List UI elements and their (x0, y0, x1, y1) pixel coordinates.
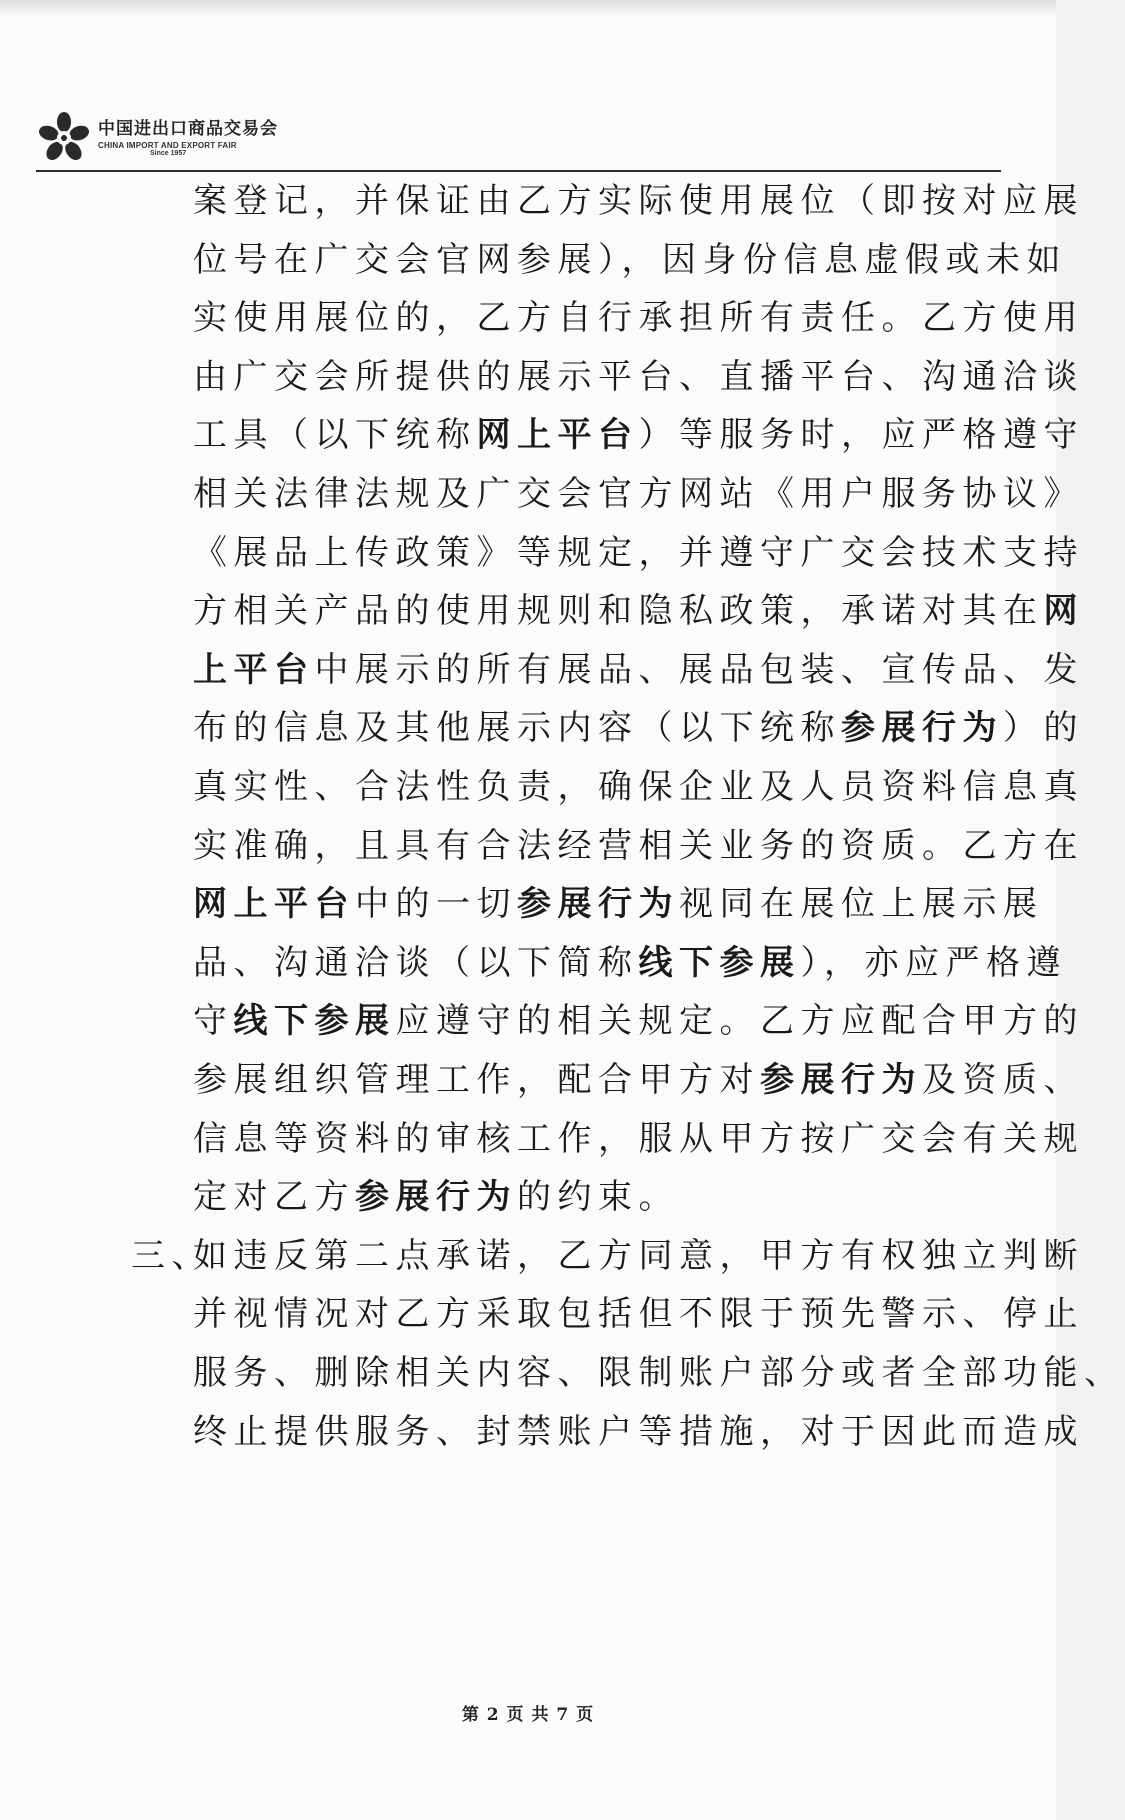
org-since: Since 1957 (150, 150, 187, 157)
text-segment: 视同在展位上展示展 (679, 884, 1044, 924)
text-line (193, 230, 1067, 290)
text-line (193, 640, 1084, 700)
text-line (193, 874, 1044, 934)
defined-term: 网上平台 (193, 884, 355, 924)
text-line (193, 523, 1084, 583)
text-segment: 服务、删除相关内容、限制账户部分或者全部功能、 (193, 1353, 1125, 1393)
letterhead-text (98, 114, 298, 157)
letterhead (36, 108, 1036, 168)
text-line (193, 1109, 1084, 1169)
text-segment: 如违反第二点承诺，乙方同意，甲方有权独立判断 (193, 1236, 1084, 1276)
text-segment: 定对乙方 (193, 1177, 355, 1217)
text-line (193, 288, 1084, 348)
text-line (193, 581, 1084, 641)
text-segment: 工具（以下统称 (193, 415, 477, 455)
text-line (193, 1343, 1125, 1403)
text-segment: 位号在广交会官网参展），因身份信息虚假或未如 (193, 240, 1067, 280)
text-segment: 品、沟通洽谈（以下简称 (193, 943, 639, 983)
defined-term: 参展行为 (841, 708, 1003, 748)
text-segment: 布的信息及其他展示内容（以下统称 (193, 708, 841, 748)
text-segment: 信息等资料的审核工作，服从甲方按广交会有关规 (193, 1119, 1084, 1159)
text-line (193, 757, 1084, 817)
text-line (131, 1226, 1084, 1286)
text-segment: 守 (193, 1001, 234, 1041)
text-line (193, 816, 1084, 876)
scan-edge-shadow (0, 0, 1056, 18)
text-line (193, 1050, 1084, 1110)
text-segment: 的约束。 (517, 1177, 679, 1217)
defined-term: 参展行为 (355, 1177, 517, 1217)
text-line (193, 991, 1084, 1051)
org-name-en: CHINA IMPORT AND EXPORT FAIR (98, 141, 237, 150)
text-segment: 相关法律法规及广交会官方网站《用户服务协议》 (193, 474, 1084, 514)
text-segment: 应遵守的相关规定。乙方应配合甲方的 (395, 1001, 1084, 1041)
text-segment: 中展示的所有展品、展品包装、宣传品、发 (314, 650, 1084, 690)
text-line (193, 933, 1067, 993)
text-segment: 方相关产品的使用规则和隐私政策，承诺对其在 (193, 591, 1044, 631)
canton-fair-flower-logo-icon (36, 110, 92, 166)
text-segment: ），亦应严格遵 (800, 943, 1067, 983)
text-line (193, 1284, 1084, 1344)
clause-number: 三、 (131, 1236, 212, 1276)
text-segment: 《展品上传政策》等规定，并遵守广交会技术支持 (193, 533, 1084, 573)
text-segment: 中的一切 (355, 884, 517, 924)
text-segment: 终止提供服务、封禁账户等措施，对于因此而造成 (193, 1412, 1084, 1452)
text-line (193, 698, 1084, 758)
text-segment: 实准确，且具有合法经营相关业务的资质。乙方在 (193, 826, 1084, 866)
text-segment: ）等服务时，应严格遵守 (638, 415, 1084, 455)
defined-term: 上平台 (193, 650, 315, 690)
defined-term: 网 (1043, 591, 1084, 631)
text-segment: 参展组织管理工作，配合甲方对 (193, 1060, 760, 1100)
defined-term: 线下参展 (638, 943, 801, 983)
text-segment: 及资质、 (922, 1060, 1084, 1100)
text-line (193, 1167, 953, 1227)
text-line (193, 405, 1084, 465)
text-segment: 实使用展位的，乙方自行承担所有责任。乙方使用 (193, 298, 1084, 338)
defined-term: 网上平台 (476, 415, 639, 455)
text-segment: 由广交会所提供的展示平台、直播平台、沟通洽谈 (193, 357, 1084, 397)
text-line (193, 171, 1084, 231)
defined-term: 线下参展 (233, 1001, 396, 1041)
text-segment: 案登记，并保证由乙方实际使用展位（即按对应展 (193, 181, 1084, 221)
text-segment: 并视情况对乙方采取包括但不限于预先警示、停止 (193, 1294, 1084, 1334)
text-segment: 真实性、合法性负责，确保企业及人员资料信息真 (193, 767, 1084, 807)
page-number: 第 2 页 共 7 页 (461, 1705, 595, 1725)
defined-term: 参展行为 (760, 1060, 922, 1100)
text-line (193, 464, 1084, 524)
text-line (193, 1402, 1084, 1462)
text-line (193, 347, 1084, 407)
defined-term: 参展行为 (517, 884, 679, 924)
text-segment: ）的 (1003, 708, 1084, 748)
org-name-cn: 中国进出口商品交易会 (98, 119, 278, 139)
